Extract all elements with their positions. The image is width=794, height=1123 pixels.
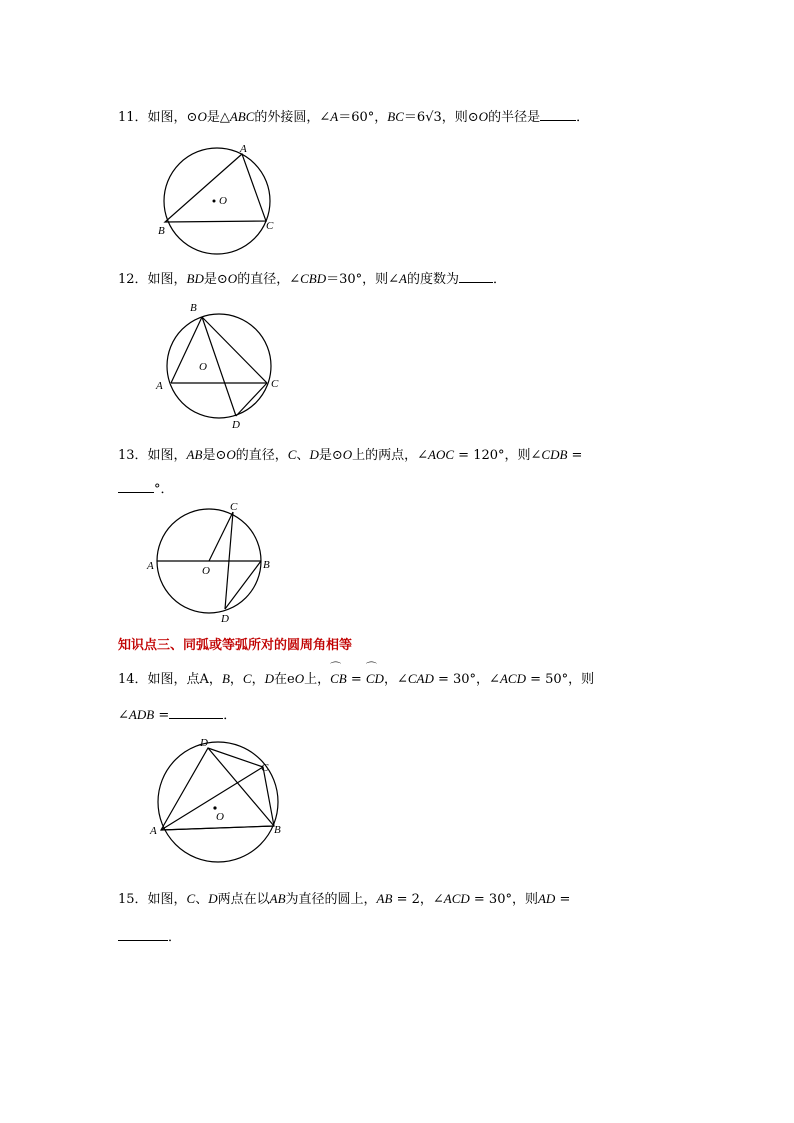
q13-label-a: A	[147, 560, 154, 572]
q13-line-2: °．	[118, 480, 174, 499]
q13-answer-blank[interactable]	[118, 480, 154, 493]
q12-figure	[150, 300, 290, 435]
q14-label-a: A	[150, 825, 157, 837]
q15-line-1: 15．如图，C、D两点在以AB为直径的圆上，AB = 2，∠ACD = 30°，则AD =	[118, 891, 571, 907]
q13-figure	[145, 498, 285, 628]
q12-label-a: A	[156, 380, 163, 392]
q13-label-d: D	[221, 613, 229, 625]
q11-figure	[150, 140, 290, 260]
q12-label-o: O	[199, 361, 207, 373]
q14-label-b: B	[274, 824, 281, 836]
q14-label-d: D	[200, 737, 208, 749]
q11-answer-blank[interactable]	[540, 108, 576, 121]
q12-label-d: D	[232, 419, 240, 431]
q11-label-a: A	[240, 143, 247, 155]
q11-circle	[164, 148, 270, 254]
q14-figure	[148, 734, 293, 874]
q11-label-o: O	[219, 195, 227, 207]
q11-center-dot	[213, 200, 216, 203]
q15-answer-blank[interactable]	[118, 928, 168, 941]
q13-line-1: 13．如图，AB是⊙O的直径，C、D是⊙O上的两点，∠AOC = 120°，则∠CDB =	[118, 447, 583, 463]
q14-line-1: 14．如图，点A，B，C，D在eO上，⌒ CB = ⌒ CD，∠CAD = 30°，∠ACD = 50°，则	[118, 670, 594, 689]
q13-label-o: O	[202, 565, 210, 577]
q12-label-c: C	[271, 378, 279, 390]
q11-label-b: B	[158, 225, 165, 237]
q13-label-b: B	[263, 559, 270, 571]
q14-label-c: C	[261, 762, 269, 774]
q11-line-1: 11．如图，⊙O是△ABC的外接圆，∠A＝60°，BC＝6√3，则⊙O的半径是 ．	[118, 109, 590, 125]
q14-label-o: O	[216, 811, 224, 823]
q13-label-c: C	[230, 501, 238, 513]
q12-answer-blank[interactable]	[459, 270, 493, 283]
q14-line-2: ∠ADB = ．	[118, 707, 237, 723]
q11-label-c: C	[266, 220, 274, 232]
sqrt-3: √3	[425, 110, 442, 125]
section-title: 知识点三、同弧或等弧所对的圆周角相等	[118, 638, 353, 653]
q14-answer-blank[interactable]	[169, 706, 223, 719]
q12-line-1: 12．如图，BD是⊙O的直径，∠CBD＝30°，则∠A的度数为 ．	[118, 271, 507, 287]
arc-cb: ⌒ CB	[330, 670, 347, 688]
q12-label-b: B	[190, 302, 197, 314]
q11-triangle-abc	[165, 154, 266, 222]
arc-cd: ⌒ CD	[366, 670, 384, 688]
q15-line-2: ．	[118, 928, 181, 947]
q14-center-dot	[213, 806, 216, 809]
